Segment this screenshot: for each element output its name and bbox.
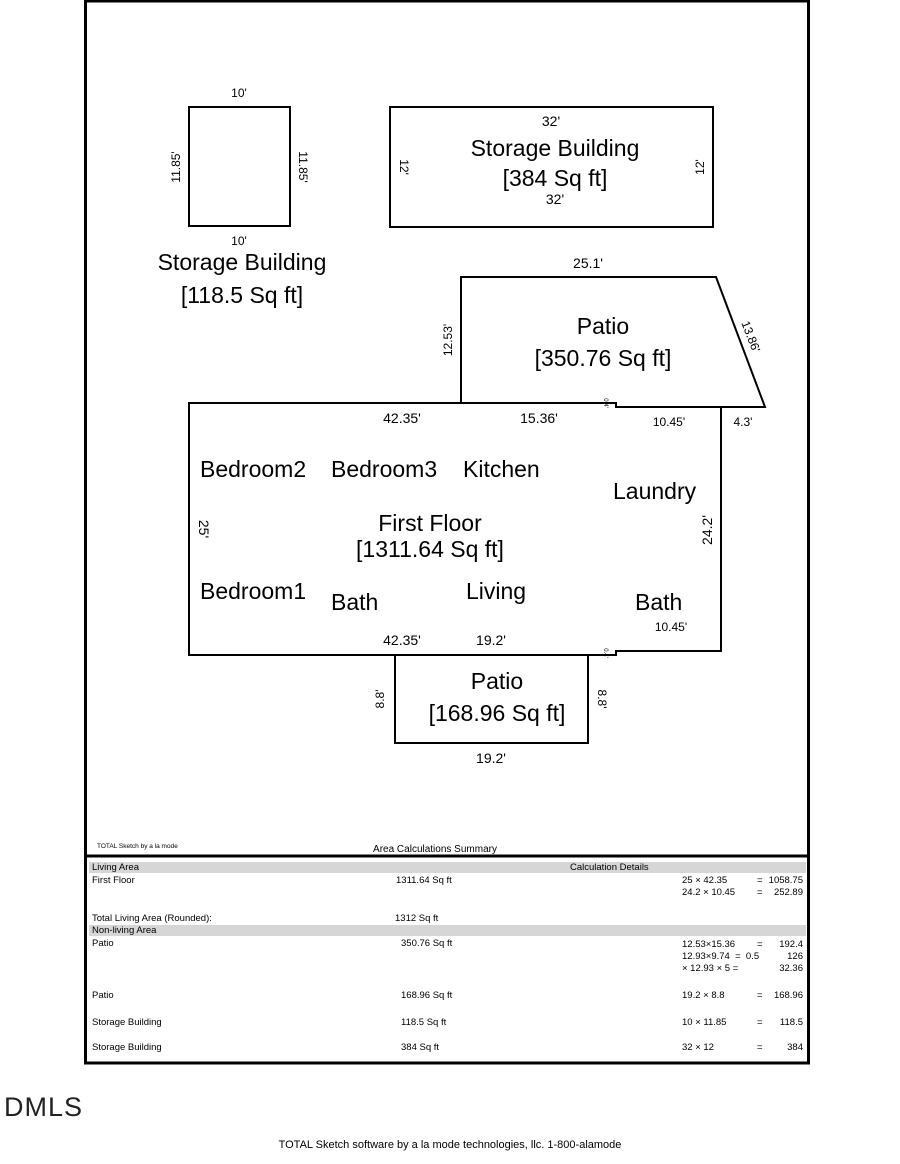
calc-expr: 19.2 × 8.8: [682, 990, 725, 1001]
dim-label: 24.2': [699, 515, 715, 545]
dim-label: 11.85': [169, 151, 183, 183]
calc-value: 1058.75: [768, 875, 803, 886]
patio-top: [441, 255, 765, 408]
total-living-area: 1312 Sq ft: [395, 913, 439, 924]
patio-top-label: Patio: [576, 313, 630, 339]
calc-value: 384: [787, 1042, 803, 1053]
footer-credit: TOTAL Sketch software by a la mode technologies, llc. 1-800-alamode: [278, 1139, 622, 1151]
summary-title: Area Calculations Summary: [373, 844, 497, 855]
dim-label: 12.53': [441, 323, 455, 357]
dim-label: 19.2': [476, 750, 506, 766]
dim-label: 12': [397, 159, 411, 175]
dim-label: 42.35': [383, 410, 421, 426]
row-area: 168.96 Sq ft: [401, 990, 453, 1001]
row-name: Patio: [92, 990, 114, 1001]
calc-value: 32.36: [779, 963, 803, 974]
dim-label: 19.2': [476, 632, 506, 648]
calc-eq: =: [757, 1017, 763, 1028]
sketch-credit: TOTAL Sketch by a la mode: [97, 843, 178, 850]
dim-label: 10.45': [652, 415, 686, 429]
living-area-band: [89, 862, 806, 873]
dim-label: 13.86': [738, 318, 764, 355]
living-area-header: Living Area: [92, 862, 140, 873]
first-floor-name: First Floor: [92, 875, 135, 886]
dim-label: 32': [545, 191, 565, 207]
row-area: 384 Sq ft: [401, 1042, 440, 1053]
dim-label: 8.8': [595, 689, 609, 709]
dim-label: 0.4': [602, 648, 608, 658]
room-laundry: Laundry: [613, 478, 697, 504]
calc-value: 252.89: [773, 887, 803, 898]
dmls-logo: DMLS: [4, 1092, 84, 1122]
calc-value: 126: [787, 951, 803, 962]
first-floor-area: [1311.64 Sq ft]: [356, 536, 504, 562]
calc-value: 168.96: [773, 990, 803, 1001]
room-bath: Bath: [331, 589, 379, 615]
storage-small-label: Storage Building: [157, 249, 327, 275]
calc-expr: 24.2 × 10.45: [682, 887, 736, 898]
storage-building-large: [390, 107, 713, 227]
storage-building-small: [158, 86, 327, 308]
dim-label: 0.4': [602, 398, 608, 408]
calc-eq: =: [757, 875, 763, 886]
calc-expr: 10 × 11.85: [682, 1017, 727, 1028]
calc-value: 192.4: [779, 939, 803, 950]
total-living-name: Total Living Area (Rounded):: [92, 913, 212, 924]
room-kitchen: Kitchen: [463, 456, 540, 482]
storage-large-area: [384 Sq ft]: [502, 165, 608, 191]
calc-expr: 32 × 12: [682, 1042, 714, 1053]
first-floor-area: 1311.64 Sq ft: [396, 875, 452, 886]
calc-expr: 25 × 42.35: [682, 875, 728, 886]
dim-label: 4.3': [733, 415, 753, 429]
dim-label: 10': [231, 86, 247, 100]
calc-value: 118.5: [779, 1017, 803, 1028]
dim-label: 10.45': [654, 620, 688, 634]
calc-eq: =: [757, 1042, 763, 1053]
row-name: Patio: [92, 938, 114, 949]
patio-bottom-area: [168.96 Sq ft]: [428, 700, 566, 726]
calc-details-header: Calculation Details: [570, 862, 649, 873]
dim-label: 11.85': [296, 151, 310, 183]
dim-label: 12': [693, 159, 707, 175]
dim-label: 32': [541, 113, 561, 129]
nonliving-area-header: Non-living Area: [92, 925, 157, 936]
room-living: Living: [466, 578, 527, 604]
calc-expr: 12.53×15.36: [682, 939, 736, 950]
patio-top-area: [350.76 Sq ft]: [534, 345, 672, 371]
first-floor-label: First Floor: [378, 510, 482, 536]
calc-expr: 12.93×9.74 = 0.5: [682, 951, 760, 962]
storage-small-area: [118.5 Sq ft]: [180, 282, 304, 308]
row-name: Storage Building: [92, 1042, 162, 1053]
dim-label: 42.35': [383, 632, 421, 648]
dim-label: 25.1': [573, 255, 603, 271]
row-area: 118.5 Sq ft: [401, 1017, 447, 1028]
storage-large-label: Storage Building: [470, 135, 640, 161]
row-name: Storage Building: [92, 1017, 162, 1028]
room-bedroom1: Bedroom1: [200, 578, 307, 604]
dim-label: 15.36': [520, 410, 558, 426]
dim-label: 8.8': [373, 689, 387, 709]
dim-label: 25': [196, 519, 212, 539]
patio-bottom: [373, 655, 609, 766]
room-bedroom3: Bedroom3: [331, 456, 438, 482]
first-floor: [189, 403, 752, 658]
room-bath: Bath: [635, 589, 683, 615]
dim-label: 10': [231, 234, 247, 248]
patio-bottom-label: Patio: [470, 668, 524, 694]
nonliving-area-band: [89, 925, 806, 936]
calc-eq: =: [757, 887, 763, 898]
row-area: 350.76 Sq ft: [401, 938, 453, 949]
room-bedroom2: Bedroom2: [200, 456, 307, 482]
calc-eq: =: [757, 990, 763, 1001]
calc-eq: =: [757, 939, 763, 950]
calc-expr: × 12.93 × 5 =: [682, 963, 739, 974]
